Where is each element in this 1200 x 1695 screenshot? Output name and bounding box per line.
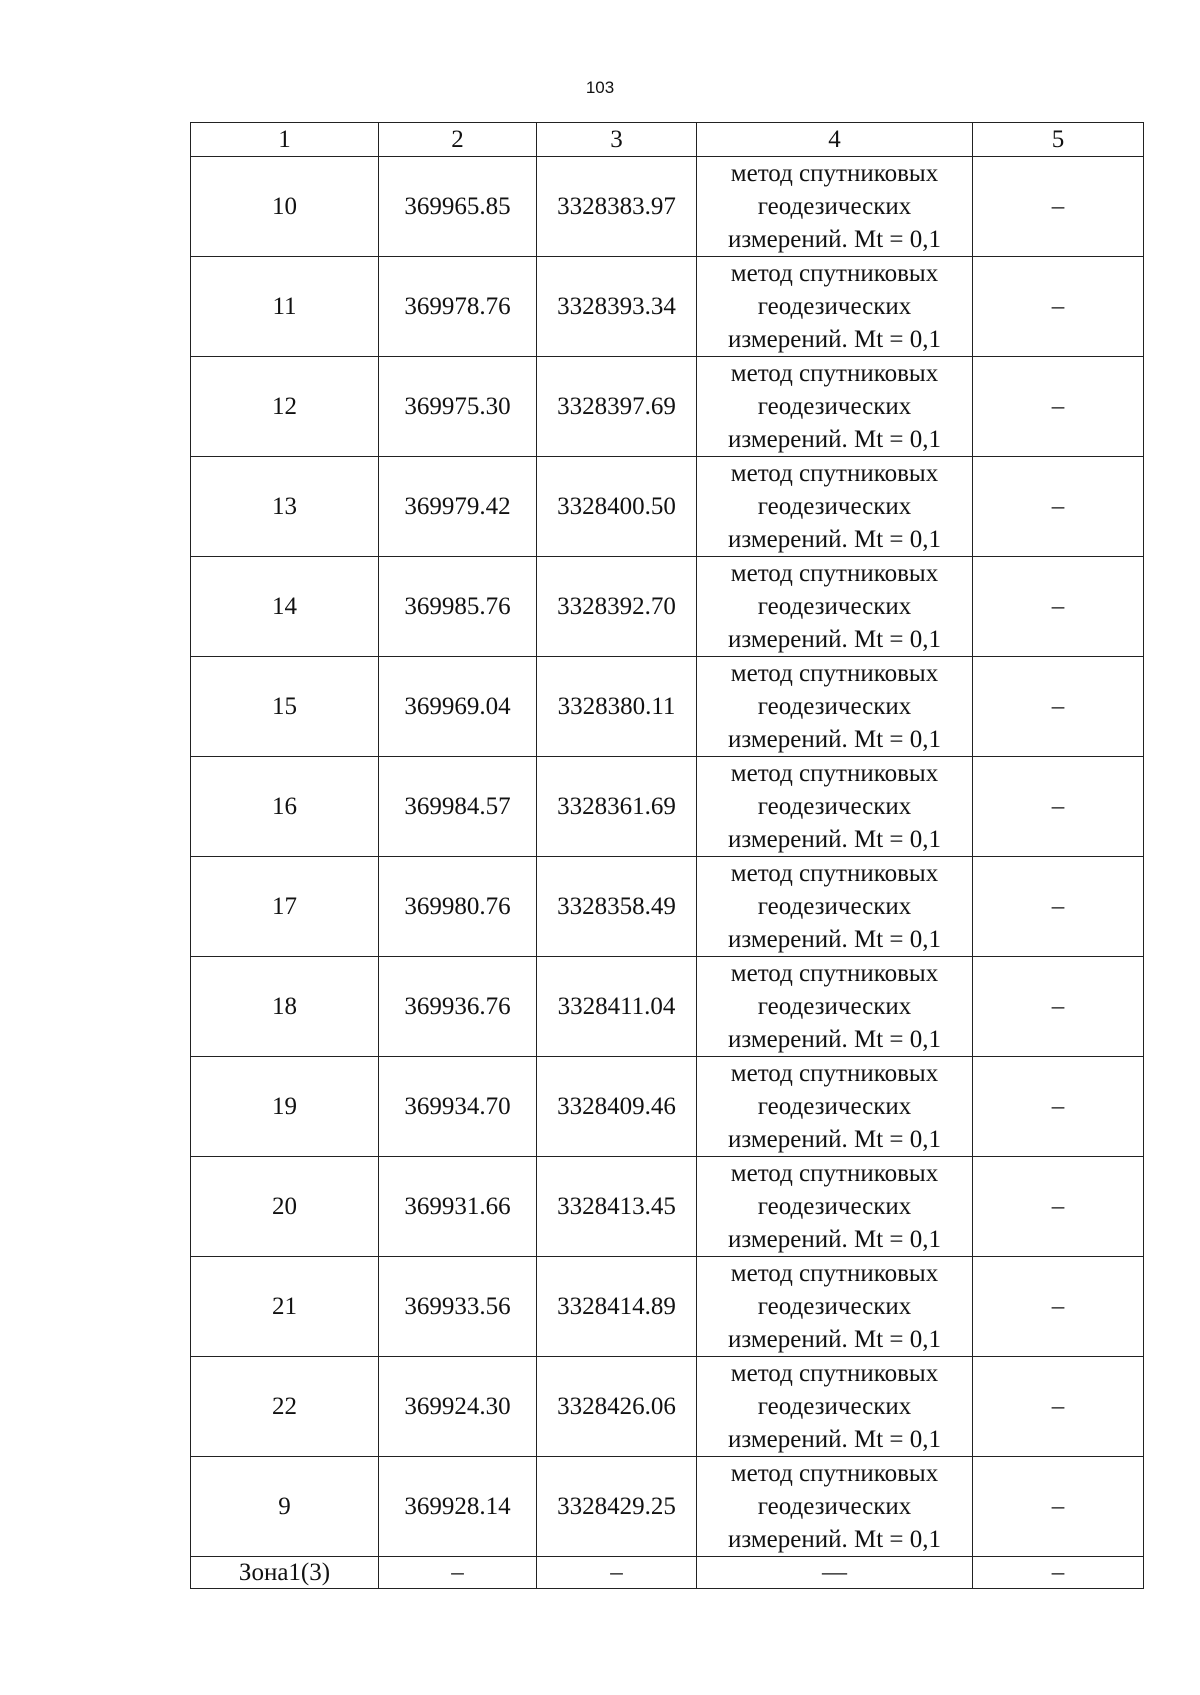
zone-row: [191, 1557, 1144, 1589]
y-coordinate-cell: 3328392.70: [537, 557, 697, 657]
note-cell: –: [973, 257, 1144, 357]
method-cell: метод спутниковых геодезических измерений. Mt = 0,1: [697, 957, 973, 1057]
method-cell: метод спутниковых геодезических измерений. Mt = 0,1: [697, 257, 973, 357]
point-number-cell: 12: [191, 357, 379, 457]
method-cell: метод спутниковых геодезических измерений. Mt = 0,1: [697, 357, 973, 457]
point-number-cell: 20: [191, 1157, 379, 1257]
y-coordinate-cell: 3328426.06: [537, 1357, 697, 1457]
table-row: [191, 1257, 1144, 1357]
table-row: [191, 1457, 1144, 1557]
method-cell: метод спутниковых геодезических измерений. Mt = 0,1: [697, 1157, 973, 1257]
table-row: [191, 457, 1144, 557]
y-coordinate-cell: 3328361.69: [537, 757, 697, 857]
x-coordinate-cell: 369924.30: [379, 1357, 537, 1457]
note-cell: –: [973, 1157, 1144, 1257]
point-number-cell: 17: [191, 857, 379, 957]
note-cell: –: [973, 1357, 1144, 1457]
note-cell: –: [973, 857, 1144, 957]
x-coordinate-cell: 369975.30: [379, 357, 537, 457]
zone-note: –: [973, 1557, 1144, 1589]
note-cell: –: [973, 457, 1144, 557]
x-coordinate-cell: 369936.76: [379, 957, 537, 1057]
table-row: [191, 257, 1144, 357]
point-number-cell: 16: [191, 757, 379, 857]
table-row: [191, 957, 1144, 1057]
table-row: [191, 857, 1144, 957]
x-coordinate-cell: 369979.42: [379, 457, 537, 557]
point-number-cell: 21: [191, 1257, 379, 1357]
point-number-cell: 22: [191, 1357, 379, 1457]
x-coordinate-cell: 369965.85: [379, 157, 537, 257]
note-cell: –: [973, 1457, 1144, 1557]
point-number-cell: 13: [191, 457, 379, 557]
point-number-cell: 11: [191, 257, 379, 357]
x-coordinate-cell: 369985.76: [379, 557, 537, 657]
note-cell: –: [973, 957, 1144, 1057]
zone-x: –: [379, 1557, 537, 1589]
point-number-cell: 18: [191, 957, 379, 1057]
table-row: [191, 357, 1144, 457]
note-cell: –: [973, 1257, 1144, 1357]
column-header: 1: [191, 123, 379, 157]
column-header: 4: [697, 123, 973, 157]
method-cell: метод спутниковых геодезических измерений. Mt = 0,1: [697, 1457, 973, 1557]
table-row: [191, 1357, 1144, 1457]
point-number-cell: 10: [191, 157, 379, 257]
table-row: [191, 757, 1144, 857]
method-cell: метод спутниковых геодезических измерений. Mt = 0,1: [697, 557, 973, 657]
y-coordinate-cell: 3328429.25: [537, 1457, 697, 1557]
table-row: [191, 1057, 1144, 1157]
method-cell: метод спутниковых геодезических измерений. Mt = 0,1: [697, 757, 973, 857]
table-row: [191, 557, 1144, 657]
zone-y: –: [537, 1557, 697, 1589]
y-coordinate-cell: 3328380.11: [537, 657, 697, 757]
note-cell: –: [973, 557, 1144, 657]
y-coordinate-cell: 3328397.69: [537, 357, 697, 457]
method-cell: метод спутниковых геодезических измерений. Mt = 0,1: [697, 1057, 973, 1157]
method-cell: метод спутниковых геодезических измерений. Mt = 0,1: [697, 657, 973, 757]
note-cell: –: [973, 157, 1144, 257]
y-coordinate-cell: 3328414.89: [537, 1257, 697, 1357]
coordinates-table: [190, 122, 1144, 1589]
y-coordinate-cell: 3328358.49: [537, 857, 697, 957]
point-number-cell: 19: [191, 1057, 379, 1157]
y-coordinate-cell: 3328411.04: [537, 957, 697, 1057]
zone-label: Зона1(3): [191, 1557, 379, 1589]
method-cell: метод спутниковых геодезических измерений. Mt = 0,1: [697, 1257, 973, 1357]
note-cell: –: [973, 1057, 1144, 1157]
table-header-row: [191, 123, 1144, 157]
point-number-cell: 15: [191, 657, 379, 757]
point-number-cell: 9: [191, 1457, 379, 1557]
x-coordinate-cell: 369934.70: [379, 1057, 537, 1157]
y-coordinate-cell: 3328393.34: [537, 257, 697, 357]
method-cell: метод спутниковых геодезических измерений. Mt = 0,1: [697, 157, 973, 257]
note-cell: –: [973, 657, 1144, 757]
note-cell: –: [973, 357, 1144, 457]
x-coordinate-cell: 369984.57: [379, 757, 537, 857]
column-header: 5: [973, 123, 1144, 157]
page-number: 103: [585, 78, 615, 97]
method-cell: метод спутниковых геодезических измерений. Mt = 0,1: [697, 857, 973, 957]
note-cell: –: [973, 757, 1144, 857]
column-header: 2: [379, 123, 537, 157]
y-coordinate-cell: 3328409.46: [537, 1057, 697, 1157]
x-coordinate-cell: 369928.14: [379, 1457, 537, 1557]
y-coordinate-cell: 3328413.45: [537, 1157, 697, 1257]
x-coordinate-cell: 369978.76: [379, 257, 537, 357]
point-number-cell: 14: [191, 557, 379, 657]
x-coordinate-cell: 369980.76: [379, 857, 537, 957]
method-cell: метод спутниковых геодезических измерений. Mt = 0,1: [697, 1357, 973, 1457]
table-row: [191, 657, 1144, 757]
column-header: 3: [537, 123, 697, 157]
y-coordinate-cell: 3328400.50: [537, 457, 697, 557]
method-cell: метод спутниковых геодезических измерений. Mt = 0,1: [697, 457, 973, 557]
table-row: [191, 1157, 1144, 1257]
x-coordinate-cell: 369933.56: [379, 1257, 537, 1357]
x-coordinate-cell: 369931.66: [379, 1157, 537, 1257]
table-row: [191, 157, 1144, 257]
x-coordinate-cell: 369969.04: [379, 657, 537, 757]
zone-method: —: [697, 1557, 973, 1589]
y-coordinate-cell: 3328383.97: [537, 157, 697, 257]
